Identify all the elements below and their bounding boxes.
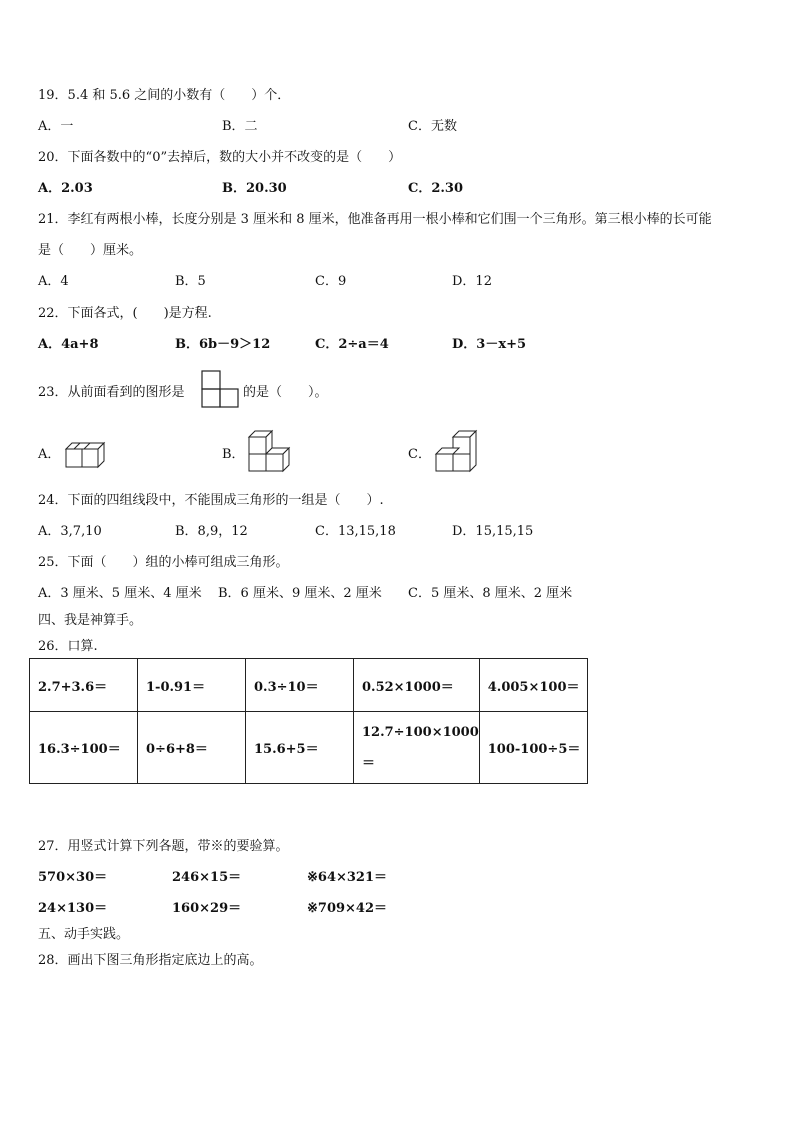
q22-option-a: A．4a+8 [38,337,99,352]
q27-item: 246×15＝ [172,870,242,885]
q19-stem: 19．5.4 和 5.6 之间的小数有（ ）个． [38,88,291,103]
q27-item: 160×29＝ [172,901,242,916]
mental-math-table [29,658,588,784]
q23-option-b: B． [222,447,245,462]
option-a-cubes-figure [64,437,108,469]
q24-stem: 24．下面的四组线段中，不能围成三角形的一组是（ ）. [38,493,384,508]
front-view-figure [200,369,240,413]
q27-item: ※64×321＝ [307,870,388,885]
table-cell-line1: 12.7÷100×1000 [362,724,479,740]
q27-stem: 27．用竖式计算下列各题，带※的要验算。 [38,839,289,854]
q19-option-c: C．无数 [408,119,457,134]
table-cell: 15.6+5＝ [246,712,354,784]
q28-stem: 28．画出下图三角形指定底边上的高。 [38,953,263,968]
option-c-cubes-figure [433,428,481,474]
q22-stem: 22．下面各式，( )是方程. [38,306,212,321]
table-cell: 4.005×100＝ [479,659,587,712]
section-5-heading: 五、动手实践。 [38,927,130,942]
q27-item: 24×130＝ [38,901,108,916]
q23-stem-before: 23．从前面看到的图形是 [38,385,185,400]
q22-option-b: B．6b－9＞12 [175,337,271,352]
q20-option-b: B．20.30 [222,181,287,196]
q22-option-c: C．2÷a＝4 [315,337,389,352]
q27-item: 570×30＝ [38,870,108,885]
q21-stem-line1: 21．李红有两根小棒，长度分别是 3 厘米和 8 厘米，他准备再用一根小棒和它们围一个三角形。第三根小棒的长可能 [38,212,712,227]
table-cell: 2.7+3.6＝ [30,659,138,712]
q25-option-c: C．5 厘米、8 厘米、2 厘米 [408,586,573,601]
q21-option-c: C．9 [315,274,347,289]
q23-stem-after: 的是（ ）。 [243,385,328,400]
table-cell: 16.3÷100＝ [30,712,138,784]
q21-option-a: A．4 [38,274,69,289]
q25-option-a: A．3 厘米、5 厘米、4 厘米 [38,586,202,601]
table-cell [354,712,480,784]
q24-option-a: A．3,7,10 [38,524,102,539]
q24-option-c: C．13,15,18 [315,524,396,539]
q21-option-b: B．5 [175,274,206,289]
q27-item: ※709×42＝ [307,901,388,916]
q19-option-b: B．二 [222,119,258,134]
q22-option-d: D．3－x+5 [452,337,527,352]
table-row [30,659,588,712]
q25-stem: 25．下面（ ）组的小棒可组成三角形。 [38,555,289,570]
q23-option-c: C． [408,447,431,462]
q26-stem: 26．口算. [38,639,98,654]
section-4-heading: 四、我是神算手。 [38,613,143,628]
q24-option-b: B．8,9，12 [175,524,248,539]
option-b-cubes-figure [246,428,294,474]
table-cell: 0.52×1000＝ [354,659,480,712]
q23-option-a: A． [38,447,61,462]
table-cell: 0÷6+8＝ [138,712,246,784]
table-cell: 100-100÷5＝ [479,712,587,784]
q24-option-d: D．15,15,15 [452,524,534,539]
q25-option-b: B．6 厘米、9 厘米、2 厘米 [218,586,382,601]
q20-option-a: A．2.03 [38,181,93,196]
table-row [30,712,588,784]
table-cell: 1-0.91＝ [138,659,246,712]
q21-option-d: D．12 [452,274,492,289]
table-cell-line2: ＝ [362,755,376,771]
q21-stem-line2: 是（ ）厘米。 [38,243,143,258]
q20-option-c: C．2.30 [408,181,464,196]
q19-option-a: A．一 [38,119,74,134]
table-cell: 0.3÷10＝ [246,659,354,712]
q20-stem: 20．下面各数中的“0”去掉后，数的大小并不改变的是（ ） [38,150,402,165]
